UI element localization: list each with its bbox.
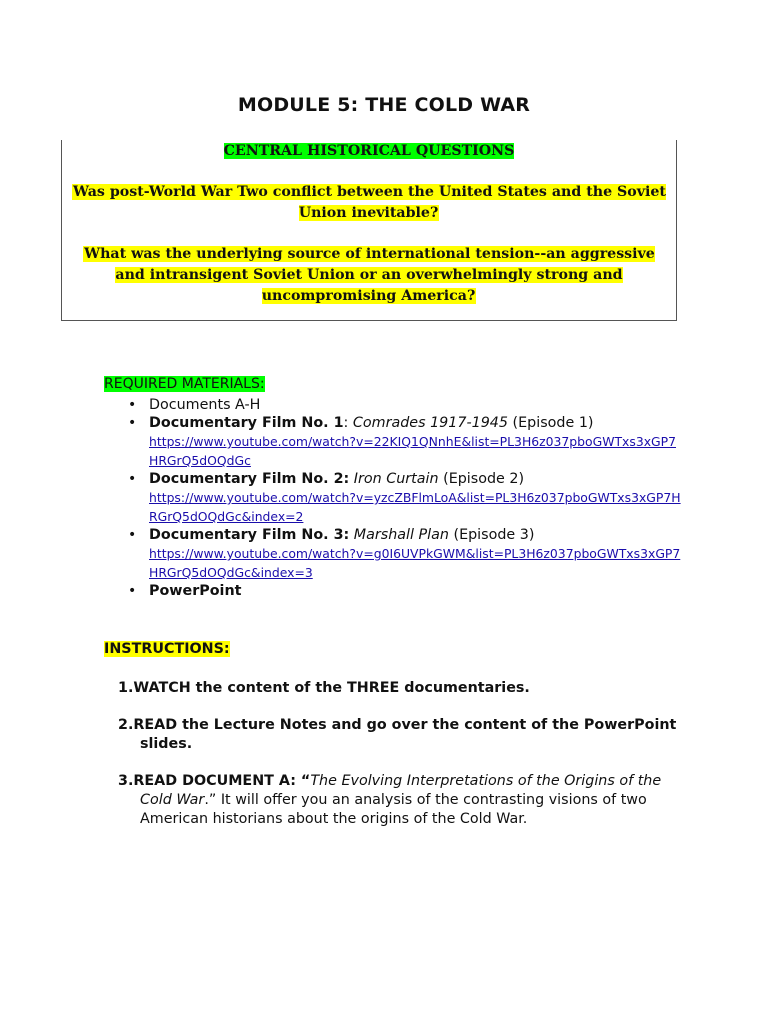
page-title: MODULE 5: THE COLD WAR: [237, 94, 531, 116]
film-1-episode: (Episode 1): [508, 415, 594, 431]
step-3-rest: .” It will offer you an analysis of the contrasting visions of two American historians about the origins of the Cold War.: [140, 792, 647, 827]
instructions-list: [118, 679, 678, 847]
step-1-number: 1.: [118, 680, 134, 696]
film-1-colon: :: [343, 415, 353, 431]
material-documents: Documents A-H: [149, 397, 261, 413]
film-3-episode: (Episode 3): [448, 527, 535, 543]
central-questions-heading: [62, 141, 676, 162]
required-materials-heading: [104, 376, 265, 392]
film-2-episode: (Episode 2): [438, 471, 525, 487]
film-3-link[interactable]: https://www.youtube.com/watch?v=g0I6UVPkGWM&list=PL3H6z037pboGWTxs3xGP7HRGrQ5dOQdGc&index=3: [149, 546, 681, 580]
instructions-heading-text: INSTRUCTIONS:: [104, 641, 230, 657]
question-1: [72, 182, 666, 224]
required-materials-heading-text: REQUIRED MATERIALS:: [104, 376, 265, 392]
list-item: [128, 396, 698, 414]
instructions-heading: [104, 641, 230, 657]
film-1-link[interactable]: https://www.youtube.com/watch?v=22KIQ1QNnhE&list=PL3H6z037pboGWTxs3xGP7HRGrQ5dOQdGc: [149, 434, 676, 468]
step-1-text: WATCH the content of the THREE documentaries.: [133, 680, 530, 696]
central-questions-box: [61, 140, 677, 321]
step-2-text: READ the Lecture Notes and go over the content of the PowerPoint slides.: [133, 717, 677, 752]
step-3-number: 3.: [118, 773, 134, 789]
step-3-document-title: The Evolving Interpretations of the Origins of the Cold War: [140, 773, 662, 808]
step-2-number: 2.: [118, 717, 134, 733]
list-item: [118, 679, 678, 698]
film-2-label: Documentary Film No. 2:: [149, 471, 350, 487]
film-1-title: Comrades 1917-1945: [352, 415, 508, 431]
list-item: [118, 772, 678, 829]
list-item: [128, 414, 698, 470]
film-3-label: Documentary Film No. 3:: [149, 527, 350, 543]
list-item: [128, 526, 698, 582]
film-2-title: Iron Curtain: [353, 471, 439, 487]
central-questions-heading-text: CENTRAL HISTORICAL QUESTIONS: [223, 143, 515, 159]
film-3-title: Marshall Plan: [353, 527, 449, 543]
question-1-text: Was post-World War Two conflict between the United States and the Soviet Union inevitable?: [73, 184, 666, 221]
question-2: [68, 244, 670, 307]
list-item: [118, 716, 678, 754]
film-2-link[interactable]: https://www.youtube.com/watch?v=yzcZBFlmLoA&list=PL3H6z037pboGWTxs3xGP7HRGrQ5dOQdGc&index=2: [149, 490, 681, 524]
step-3-lead: READ DOCUMENT A: “: [133, 773, 311, 789]
film-1-label: Documentary Film No. 1: [149, 415, 344, 431]
list-item: [128, 470, 698, 526]
question-2-text: What was the underlying source of international tension--an aggressive and intransigent Soviet Union or an overwhelmingly strong and uncompromising America?: [84, 246, 655, 304]
list-item: [128, 582, 698, 600]
materials-list: [128, 396, 698, 600]
material-powerpoint: PowerPoint: [149, 583, 242, 599]
